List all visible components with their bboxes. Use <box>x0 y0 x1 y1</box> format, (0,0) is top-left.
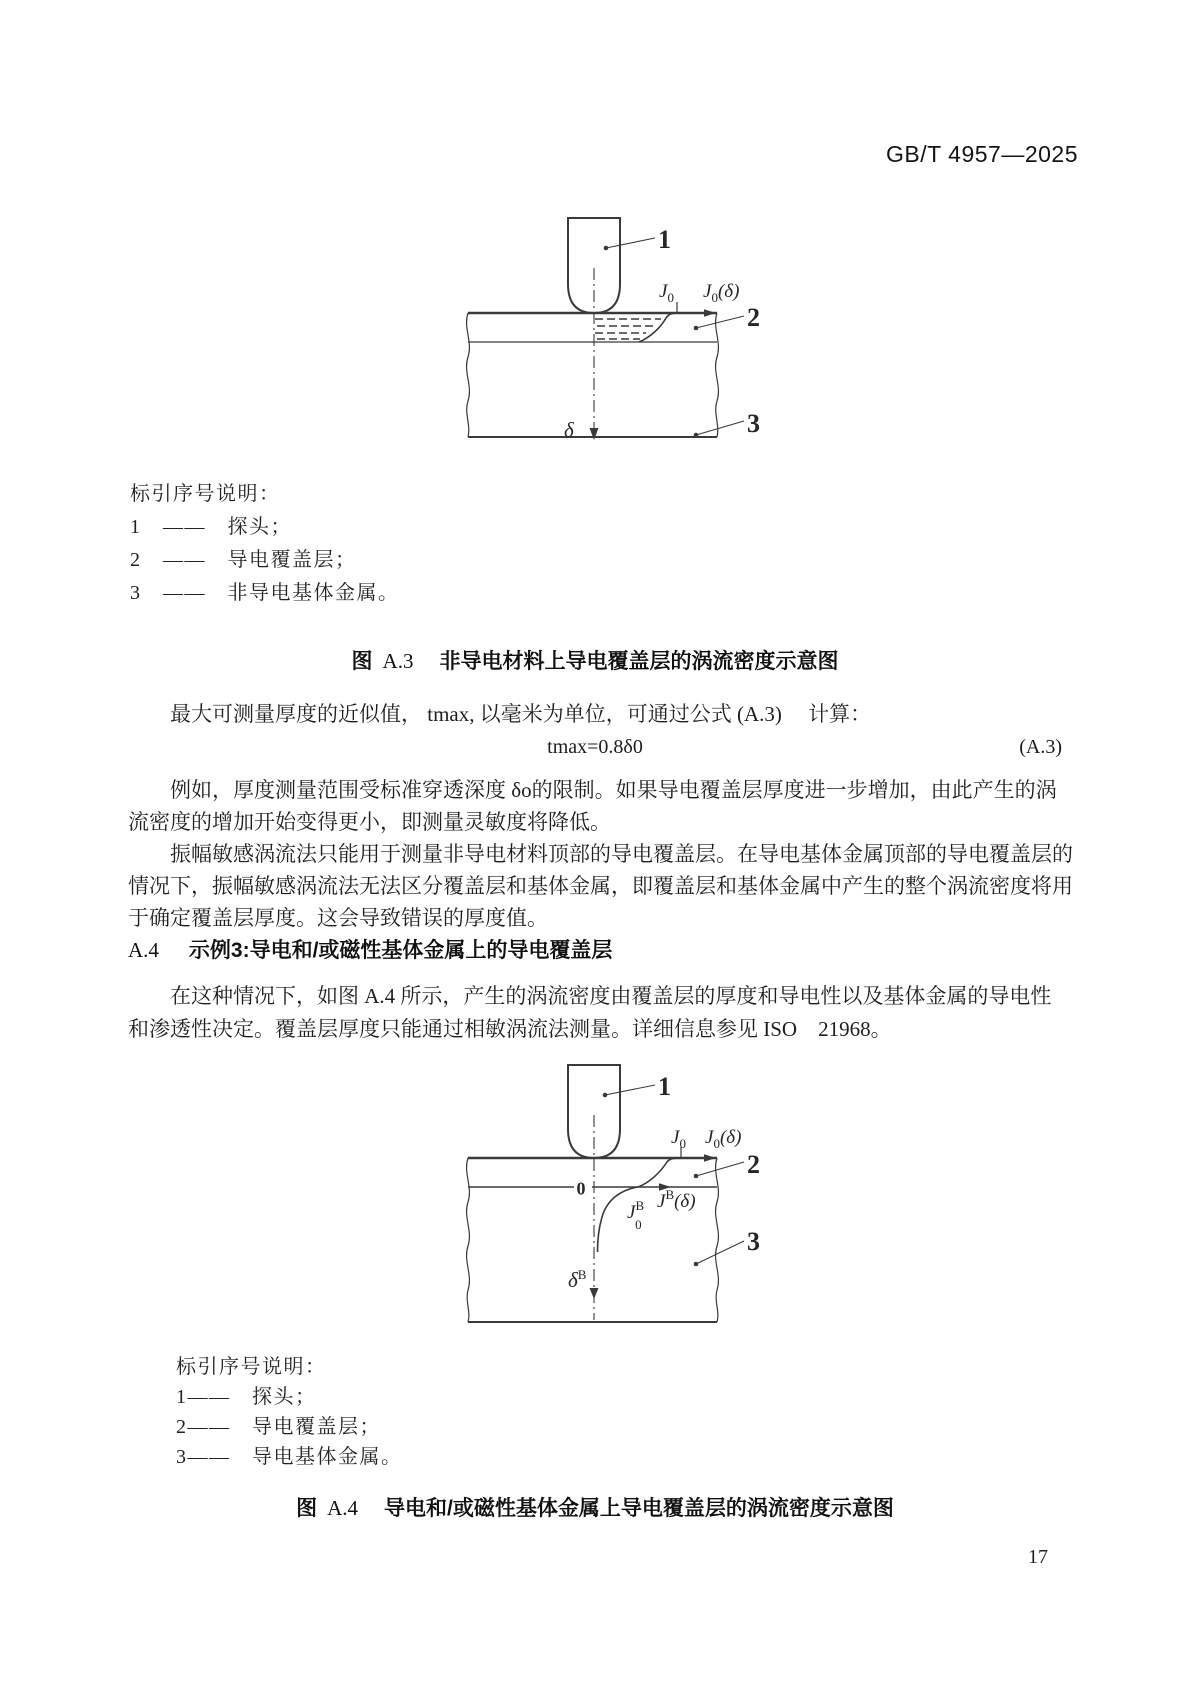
surface-arrowhead <box>704 1154 716 1162</box>
callout-1-probe: 1 <box>658 1072 671 1101</box>
figure-a3-arrowheads <box>590 246 717 440</box>
leader-2 <box>696 1162 744 1176</box>
leader-3 <box>696 1241 744 1264</box>
figure-a4-legend <box>176 1352 403 1472</box>
legend-title: 标引序号说明： <box>130 483 281 505</box>
right-break-edge <box>716 313 719 437</box>
paragraph-line: 于确定覆盖层厚度。这会导致错误的厚度值。 <box>128 906 548 930</box>
page-number: 17 <box>1028 1546 1048 1568</box>
leader-dot-2 <box>694 1174 699 1179</box>
leader-dot-1 <box>604 246 609 251</box>
callout-3-substrate: 3 <box>747 409 760 438</box>
paragraph-tmax-intro <box>128 698 1062 730</box>
section-title: 示例3:导电和/或磁性基体金属上的导电覆盖层 <box>188 939 613 962</box>
figure-a4-caption <box>128 1492 1062 1522</box>
caption-fig-word: 图 <box>296 1497 318 1520</box>
legend-item-1: 1 —— 探头； <box>130 516 292 538</box>
paragraph-line: 最大可测量厚度的近似值， tmax, 以毫米为单位，可通过公式 (A.3) 计算： <box>170 702 872 726</box>
leader-dot-2 <box>694 326 699 331</box>
delta-b-axis-label: $\delta^B$ <box>568 1267 587 1292</box>
j0-label: $J_0$ <box>659 281 674 305</box>
legend-item-2: 2 —— 导电覆盖层； <box>130 549 357 571</box>
leader-dot-3 <box>694 1262 699 1267</box>
legend-item-1: 1—— 探头； <box>176 1386 317 1408</box>
left-break-edge <box>467 1158 470 1322</box>
caption-number: A.4 <box>327 1496 359 1520</box>
figure-a4-arrowheads <box>590 1093 717 1299</box>
paragraph-line: 例如，厚度测量范围受标准穿透深度 δo的限制。如果导电覆盖层厚度进一步增加，由此产生的涡 <box>170 778 1057 802</box>
standard-number-header: GB/T 4957—2025 <box>886 141 1078 167</box>
legend-item-2: 2—— 导电覆盖层； <box>176 1416 381 1438</box>
formula-number: (A.3) <box>1019 736 1062 758</box>
formula-expression: tmax=0.8δ0 <box>547 736 643 758</box>
figure-a3-caption <box>128 645 1062 675</box>
delta-axis-label: δ <box>564 418 574 442</box>
j0-label: $J_0$ <box>671 1127 686 1151</box>
caption-fig-word: 图 <box>351 650 373 673</box>
paragraph-line: 在这种情况下，如图 A.4 所示，产生的涡流密度由覆盖层的厚度和导电性以及基体金属的导电性 <box>170 984 1052 1008</box>
figure-a4-linework <box>467 1065 744 1322</box>
paragraph-example3 <box>128 980 1062 1046</box>
paragraph-line: 流密度的增加开始变得更小，即测量灵敏度将降低。 <box>128 810 611 834</box>
surface-arrowhead <box>704 309 716 317</box>
callout-1-probe: 1 <box>658 225 671 254</box>
coating-density-curve <box>638 1158 675 1187</box>
paragraph-line: 情况下，振幅敏感涡流法无法区分覆盖层和基体金属，即覆盖层和基体金属中产生的整个涡流密度将用 <box>128 874 1073 898</box>
jb-delta-label: $J^B(\delta)$ <box>657 1187 696 1212</box>
callout-2-coating: 2 <box>747 1150 760 1179</box>
leader-1 <box>605 1085 655 1095</box>
section-heading-a4 <box>128 934 612 964</box>
leader-dot-3 <box>694 433 699 438</box>
caption-text: 导电和/或磁性基体金属上导电覆盖层的涡流密度示意图 <box>384 1497 894 1520</box>
j0-delta-label: $J_0(\delta)$ <box>703 281 740 305</box>
j0-delta-label: $J_0(\delta)$ <box>705 1127 742 1151</box>
formula-a3-row <box>128 736 1062 768</box>
callout-2-coating: 2 <box>747 303 760 332</box>
section-number: A.4 <box>128 938 159 962</box>
leader-3 <box>696 421 744 435</box>
caption-text: 非导电材料上导电覆盖层的涡流密度示意图 <box>439 650 839 673</box>
leader-dot-1 <box>603 1093 608 1098</box>
jb0-label: $J^B$ 0 <box>627 1198 645 1232</box>
interface-zero-label: 0 <box>576 1178 586 1199</box>
right-break-edge <box>716 1158 719 1322</box>
leader-1 <box>606 238 655 248</box>
paragraph-line: 振幅敏感涡流法只能用于测量非导电材料顶部的导电覆盖层。在导电基体金属顶部的导电覆盖层的 <box>170 842 1073 866</box>
figure-a4-diagram <box>455 1058 785 1338</box>
legend-item-3: 3 —— 非导电基体金属。 <box>130 582 400 604</box>
delta-b-arrowhead <box>590 1288 599 1299</box>
delta-arrowhead <box>590 428 599 440</box>
eddy-density-hatch <box>595 319 661 339</box>
figure-a3-linework <box>467 218 744 437</box>
left-break-edge <box>467 313 470 437</box>
callout-3-substrate: 3 <box>747 1227 760 1256</box>
figure-a3-diagram <box>455 192 785 472</box>
figure-a3-legend <box>130 478 400 610</box>
legend-title: 标引序号说明： <box>176 1356 327 1378</box>
legend-item-3: 3—— 导电基体金属。 <box>176 1446 403 1468</box>
density-curve <box>639 313 674 342</box>
paragraph-amplitude-method <box>128 838 1073 934</box>
paragraph-penetration-depth <box>128 774 1062 838</box>
paragraph-line: 和渗透性决定。覆盖层厚度只能通过相敏涡流法测量。详细信息参见 ISO 21968。 <box>128 1017 892 1041</box>
caption-number: A.3 <box>382 649 414 673</box>
leader-2 <box>696 316 744 328</box>
